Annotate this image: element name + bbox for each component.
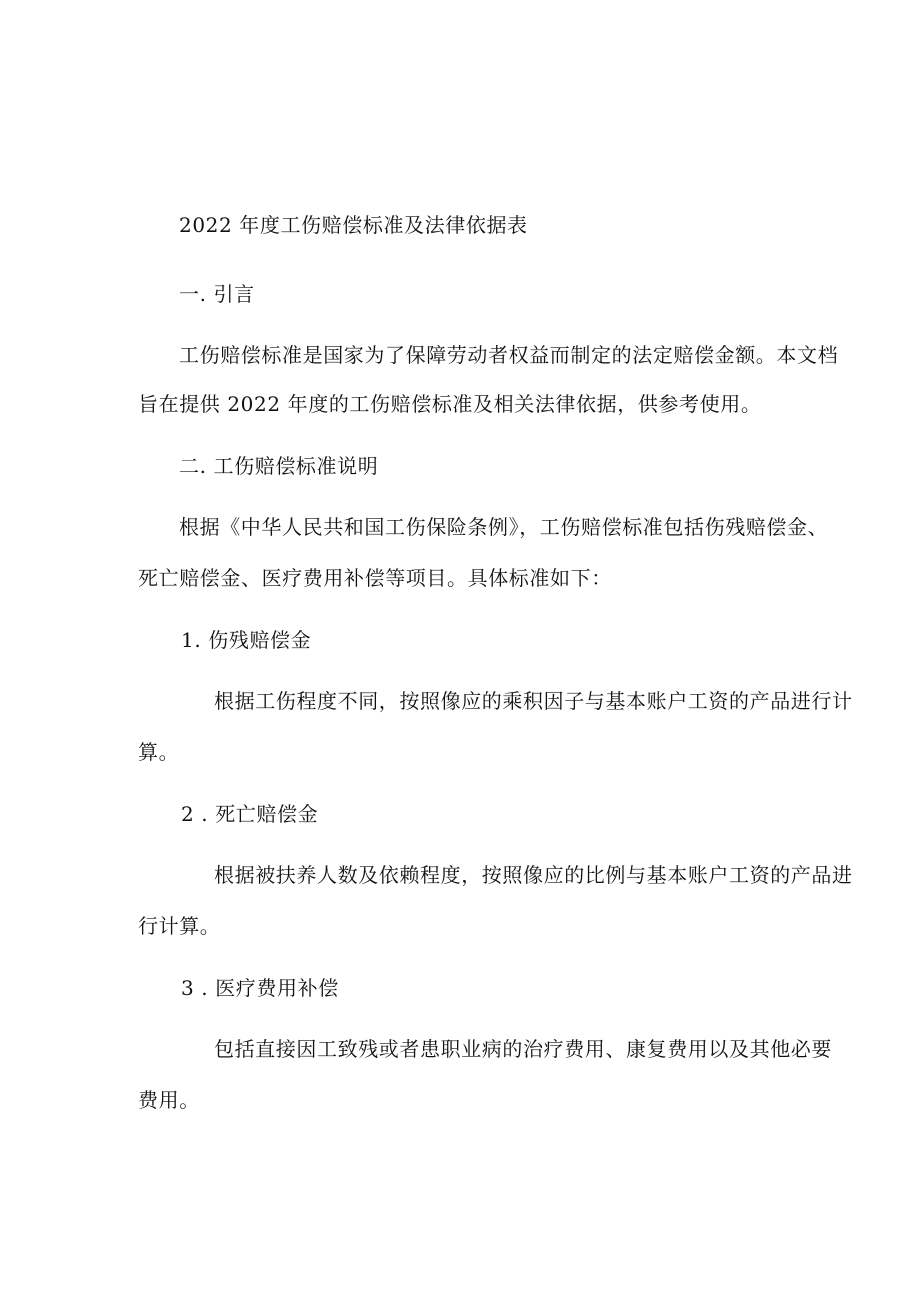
disability-text-line: 算。 (138, 740, 180, 764)
medical-text-line: 费用。 (138, 1088, 200, 1112)
introduction-paragraph-line: 工伤赔偿标准是国家为了保障劳动者权益而制定的法定赔偿金额。本文档 (179, 343, 839, 367)
introduction-paragraph-line: 旨在提供 2022 年度的工伤赔偿标准及相关法律依据，供参考使用。 (138, 392, 762, 416)
subsection-heading-death: 2 . 死亡赔偿金 (181, 802, 319, 826)
medical-text-line: 包括直接因工致残或者患职业病的治疗费用、康复费用以及其他必要 (214, 1037, 832, 1061)
section-heading-introduction: 一. 引言 (179, 282, 255, 306)
subsection-heading-medical: 3 . 医疗费用补偿 (181, 976, 339, 1000)
death-text-line: 根据被扶养人数及依赖程度，按照像应的比例与基本账户工资的产品进 (214, 863, 853, 887)
standards-paragraph-line: 根据《中华人民共和国工伤保险条例》，工伤赔偿标准包括伤残赔偿金、 (179, 515, 829, 539)
disability-text-line: 根据工伤程度不同，按照像应的乘积因子与基本账户工资的产品进行计 (214, 689, 853, 713)
standards-paragraph-line: 死亡赔偿金、医疗费用补偿等项目。具体标准如下： (138, 566, 612, 590)
section-heading-standards: 二. 工伤赔偿标准说明 (179, 454, 379, 478)
subsection-heading-disability: 1. 伤残赔偿金 (181, 628, 312, 652)
document-title: 2022 年度工伤赔偿标准及法律依据表 (179, 213, 528, 237)
death-text-line: 行计算。 (138, 914, 221, 938)
